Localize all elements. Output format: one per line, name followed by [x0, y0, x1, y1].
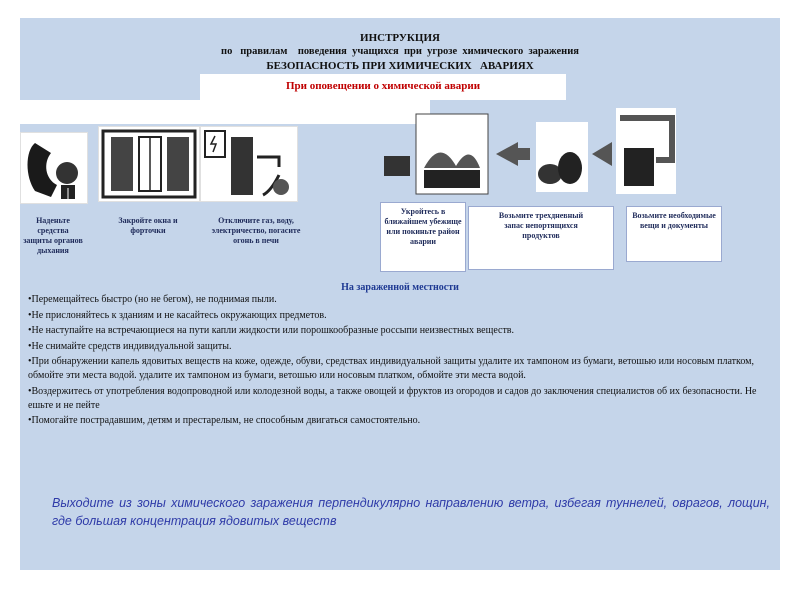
alert-text: При оповещении о химической аварии — [285, 80, 481, 92]
list-item: • Не наступайте на встречающиеся на пути капли жидкости или порошкообразные россыпи неизвестных веществ. — [28, 324, 774, 338]
evacuation-sequence — [380, 108, 680, 198]
list-item: • Помогайте пострадавшим, детям и престарелым, не способным двигаться самостоятельно. — [28, 414, 774, 428]
banner-strip — [20, 100, 430, 124]
instruction-heading: БЕЗОПАСНОСТЬ ПРИ ХИМИЧЕСКИХ АВАРИЯХ — [266, 60, 534, 72]
appliances-icon — [200, 126, 298, 202]
alert-banner — [200, 74, 566, 100]
list-item: • Перемещайтесь быстро (но не бегом), не поднимая пыли. — [28, 293, 774, 307]
list-item: • Не прислоняйтесь к зданиям и не касайтесь окружающих предметов. — [28, 309, 774, 323]
list-item: • При обнаружении капель ядовитых веществ на коже, одежде, обуви, средствах индивидуальной защиты удалите их тампоном из бумаги, ветошью или носовым платком, обмойте эти места водой. удалите их тампоном из бумаги, ветошью или носовым платком, обмойте эти места водой. — [28, 355, 774, 383]
step-caption-utilities: Отключите газ, воду, электричество, погасите огонь в печи — [211, 216, 301, 245]
rules-list — [28, 293, 774, 430]
window-icon — [98, 126, 200, 202]
list-item: • Воздержитесь от употребления водопроводной или колодезной воды, а также овощей и фруктов из огородов и садов до заключения специалистов об их безопасности. Не ешьте и не пейте — [28, 385, 774, 413]
step-caption-shelter: Укройтесь в ближайшем убежище или покиньте район аварии — [380, 202, 466, 272]
step-caption-food: Возьмите трехдневный запас непортящихся продуктов — [468, 206, 614, 270]
step-caption-documents: Возьмите необходимые вещи и документы — [626, 206, 722, 262]
section-title: На зараженной местности — [341, 282, 459, 293]
instruction-title: ИНСТРУКЦИЯ — [360, 32, 440, 44]
step-caption-windows: Закройте окна и форточки — [118, 216, 178, 235]
evacuation-note: Выходите из зоны химического заражения перпендикулярно направлению ветра, избегая туннелей, оврагов, лощин, где большая концентрация ядовитых веществ — [52, 496, 770, 528]
gas-mask-icon — [20, 132, 88, 204]
step-caption-gas-mask: Наденьте средства защиты органов дыхания — [23, 216, 83, 255]
list-item: • Не снимайте средств индивидуальной защиты. — [28, 340, 774, 354]
instruction-subtitle: по правилам поведения учащихся при угрозе химического заражения — [221, 46, 579, 57]
